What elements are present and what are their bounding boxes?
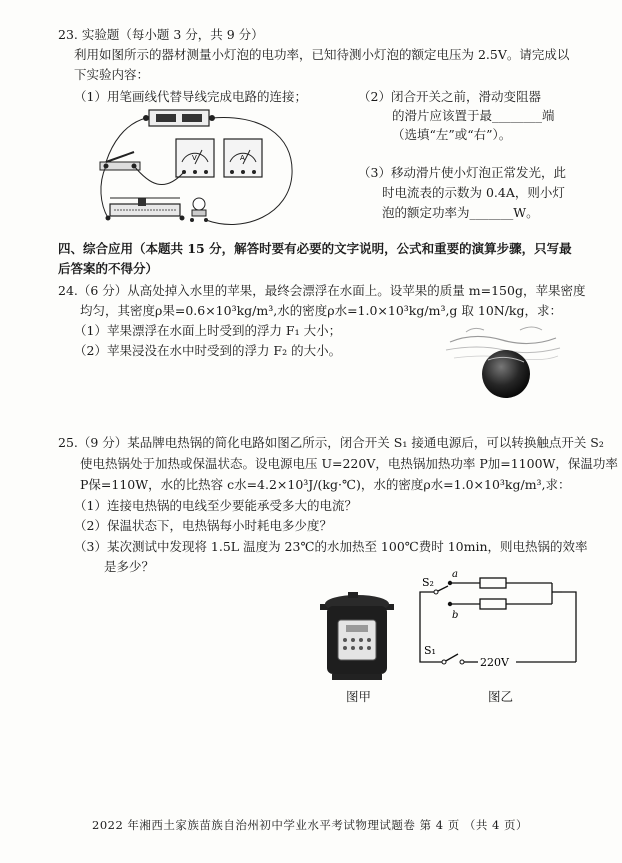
q23-part-2-line-3: （选填“左”或“右”）。 [392,127,512,142]
section-4-heading-cont: 后答案的不得分） [58,261,159,276]
q25-text-2: 使电热锅处于加热或保温状态。设电源电压 U=220V，电热锅加热功率 P加=1100W，保温功率 [80,456,618,471]
q24-text-2: 均匀，其密度ρ果=0.6×10³kg/m³,水的密度ρ水=1.0×10³kg/m³,g 取 10N/kg，求： [80,303,563,318]
rheostat-icon [106,198,185,221]
voltage-label: 220V [480,656,509,669]
pressure-cooker-image [318,590,396,682]
q25-part-1: （1）连接电热锅的电线至少要能承受多大的电流？ [74,498,357,513]
q23-part-1: （1）用笔画线代替导线完成电路的连接； [74,89,307,104]
q23-title: 23. 实验题（每小题 3 分，共 9 分） [58,27,264,42]
q25-text-3: P保=110W，水的比热容 c水=4.2×10³J/(kg·℃)，水的密度ρ水=1.0×10³kg/m³,求： [80,477,571,492]
terminal-a-label: a [452,569,458,580]
section-4-heading: 四、综合应用（本题共 15 分，解答时要有必要的文字说明，公式和重要的演算步骤，只写最 [58,241,572,256]
q24-part-2: （2）苹果浸没在水中时受到的浮力 F₂ 的大小。 [74,343,342,358]
q24-part-1: （1）苹果漂浮在水面上时受到的浮力 F₁ 大小； [74,323,342,338]
terminal-b-label: b [452,610,459,621]
q25-part-3-cont: 是多少？ [104,559,155,574]
figure-b-caption: 图乙 [488,689,514,704]
battery-box-icon [143,110,215,126]
ammeter-icon [224,139,262,177]
voltmeter-icon [176,139,214,177]
circuit-diagram [412,566,582,676]
switch-s1-label: S₁ [424,644,436,657]
q25-text-1: 25.（9 分）某品牌电热锅的简化电路如图乙所示，闭合开关 S₁ 接通电源后，可以转换触点开关 S₂ [58,435,604,450]
bulb-icon [190,198,208,222]
q23-part-3-line-3: 泡的额定功率为_______W。 [382,205,539,220]
q23-part-3-line-1: （3）移动滑片使小灯泡正常发光，此 [358,165,566,180]
q23-part-3-line-2: 时电流表的示数为 0.4A，则小灯 [382,185,565,200]
page-footer: 2022 年湘西土家族苗族自治州初中学业水平考试物理试题卷 第 4 页 （共 4 页） [92,818,528,832]
q23-part-2-line-1: （2）闭合开关之前，滑动变阻器 [358,89,541,104]
q23-text-1: 利用如图所示的器材测量小灯泡的电功率，已知待测小灯泡的额定电压为 2.5V。请完成以 [74,47,570,62]
switch-s2-label: S₂ [422,576,434,589]
q23-text-2: 下实验内容： [74,67,150,82]
q25-part-2: （2）保温状态下，电热锅每小时耗电多少度？ [74,518,332,533]
q25-part-3: （3）某次测试中发现将 1.5L 温度为 23℃的水加热至 100℃费时 10min，则电热锅的效率 [74,539,588,554]
q23-apparatus-figure [94,104,306,244]
q23-part-2-line-2: 的滑片应该置于最________端 [392,108,555,123]
svg-text:A: A [240,154,245,162]
figure-a-caption: 图甲 [346,689,372,704]
svg-text:V: V [192,154,197,162]
apple-in-water-image [444,320,562,402]
q24-text-1: 24.（6 分）从高处掉入水里的苹果，最终会漂浮在水面上。设苹果的质量 m=150g，苹果密度 [58,283,586,298]
